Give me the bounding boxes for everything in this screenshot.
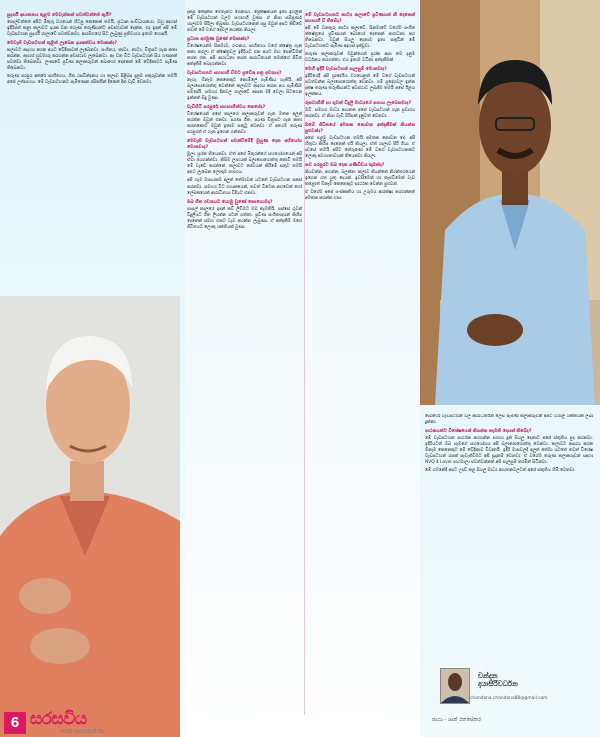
- article-column-3: [305, 10, 415, 735]
- author-name-line-1: චන්දන: [478, 672, 498, 680]
- paragraph: මේ ගමනේදී අපට උදව් කළ සියලු මාධ්‍ය ආයතනවලටත් අපේ ස්තුතිය හිමි වෙනවා.: [425, 468, 576, 474]
- question: මෙහි ඉදිරි වැඩසටහන් සැලසුම් මොනවාද?: [305, 67, 387, 73]
- article-column-2: [187, 10, 302, 735]
- interviewee-photo-2: [420, 0, 600, 405]
- paragraph: අපි හැම මාසයකම අලුත් තේමාවක් යටතේ වැඩසටහන සකස් කරනවා. සමහර විට ගායකයෙක්, තවත් විටෙක නළුවෙක් හෝ ලේඛකයෙක් ආරාධිතයා විදියට එනවා.: [187, 178, 302, 196]
- question: වැඩසටහනට සහභාගී වීමට ප්‍රවේශ පත්‍ර අවශ්‍යද?: [187, 71, 282, 77]
- question: ඔබේ ජීවිතයේ අමතක නොවන අත්දැකීමක් කියන්න පුළුවන්ද?: [305, 123, 415, 135]
- paragraph: පාසල් කාලයේ ඉඳන් කවි ලිවීමට මම කැමතියි. පස්සේ ගුවන් විදුලියට ගීත ලියන්න පටන් ගත්තා. ප්‍රවීණ සංගීතඥයන් කිහිප දෙනෙක් සමඟ එකට වැඩ කරන්න ලැබුණා. ඒ අත්දැකීම් මගේ ජීවිතයට ලොකු ශක්තියක් වුණා.: [187, 206, 302, 230]
- author-name: [478, 672, 518, 688]
- paragraph: මේ වැඩසටහන සාර්ථක කරගන්න සහාය දුන් සියලු දෙනාට අපේ ස්තුතිය පුද කරනවා. ඉදිරියටත් ඔබ සැමගේ සහයෝගය අපි බලාපොරොත්තු වෙනවා. කලාවට ආදරය කරන ඕනෑම කෙනෙකුට මේ වේදිකාව විවෘතයි. ඉදිරි මාසවලදී අලුත් තේමා යටතේ තවත් විශේෂ වැඩසටහන් රැසක් පැවැත්වීමට අපි සූදානම් වෙනවා. ඒ වගේම තරුණ කලාකරුවන් සඳහා NVQ 4 Level පාඨමාලා පවත්වන්නත් අපි සැලසුම් කරමින් සිටිනවා.: [425, 436, 593, 466]
- question: පාඨකයන්ට විශේෂයෙන් කියන්න කැමති දෙයක් තිබේද?: [425, 429, 532, 435]
- interviewee-photo-1: [0, 296, 180, 737]
- paragraph: අපේ පළමු වැඩසටහන තමයි අමතක නොවන දේ. අපි හිතුවා කිහිප දෙනෙක් එයි කියලා. ඒත් ශාලාව පිරී ගියා. ඒ දවසේ තමයි අපිට තේරුණේ මේ වගේ වැඩසටහනකට ලොකු අවශ්‍යතාවයක් තියෙනවා කියලා.: [305, 136, 415, 160]
- photo-credit: ඡායා - ශාන් රතසේකර: [432, 717, 482, 723]
- author-email: chandana.chandana88@gmail.com: [470, 696, 548, 701]
- question: නව පරපුරට ඔබ දෙන පණිවිඩය කුමක්ද?: [305, 163, 385, 169]
- question: මෙවැනි වැඩසටහන් තුළින් ලැබෙන දායකත්වය මොකක්ද?: [7, 41, 118, 47]
- paragraph: අපි මේ වනතුරු නාට්‍ය කලාවේ, සිනමාවේ වගේම සංගීත ක්ෂේත්‍රයේ ප්‍රවීණයන් බොහෝ දෙනෙක් ආරාධනා කර තිබෙනවා. ඔවුන් සියලු දෙනාම ඉතා සතුටින් මේ වැඩසටහනට පැමිණ අදහස් දැක්වූවා.: [305, 25, 415, 49]
- paragraph: කලාවට ආදරය කරන අයට වේදිකාවක් ලැබෙනවා. සංගීතය, කාව්‍ය, නාට්‍ය, චිත්‍රපට ගැන කතා කරන්න, අදහස් හුවමාරු කරගන්න අවස්ථාව ලැබෙනවා. අද වන විට වැඩසටහන් සිය ගණනක් පවත්වා තිබෙනවා. ලංකාවේ ප්‍රවීණ කලාකරුවන් බොහෝ දෙනෙක් මේ වේදිකාවට පැමිණ තිබෙනවා.: [7, 47, 177, 72]
- question: මේ වැඩසටහනට නාට්‍ය කලාවේ ප්‍රවීණයන් කී දෙනෙක් සහභාගී වී තිබේද?: [305, 13, 415, 24]
- paragraph: විශේෂයෙන්ම සිනමාව, රංගනය, සාහිත්‍යය වගේ ක්ෂේත්‍ර ගැන කතා කරලා ඒ ක්ෂේත්‍රවල ඉදිරියට එන අයට මඟ පෙන්වීමක් කරන එක. අපි ආරාධනා කරන ආරාධිතයන් තමන්ගේ ජීවිත අත්දැකීම් බෙදාගන්නවා.: [187, 44, 302, 68]
- author-byline: [440, 668, 590, 701]
- article-column-4: [425, 414, 593, 639]
- question: ඔබ ගීත රචනයට යොමු වුණේ කොහොමද?: [187, 199, 273, 205]
- paragraph: තරුණ කලාකරුවන් ඔවුන්ගෙන් ප්‍රශ්න අසා තම දැනුම වර්ධනය කරගත්තා. එය ඉතාම වටිනා අත්දැකීමක්.: [305, 52, 415, 64]
- paragraph: දැකපු අත්දැකීම් මෙතැනට ගෙනාවා. ප්‍රේක්ෂකයන් ඉතා ඉහළින් මේ වැඩසටහන් වලට සහභාගි වුණා. ඒ නිසා සම්පූර්ණ ශාලාවම පිරිලා තිබුණා. වැඩසටහනෙන් පසු ඔවුන් අපට කිව්වේ තවත් මේ වගේ දේවල් කරන්න කියලා.: [187, 10, 302, 34]
- question: සුදර්ශී ආයතනය තුළම මෙවැන්නක් පවත්වන්නේ ඇයි?: [7, 13, 112, 18]
- author-avatar: [440, 668, 470, 704]
- author-name-line-2: දයාසිරිවර්ධන: [478, 680, 518, 688]
- question: රූපවාහිනී හා ගුවන් විදුලි මාධ්‍යයේ සහාය ලැබෙනවාද?: [305, 101, 412, 107]
- paragraph: නැහැ. ඕනෑම කෙනෙකුට නොමිලේ පැමිණිය හැකියි. අපි බලාපොරොත්තු වෙන්නේ කලාවට ආදරය කරන අය පැමිණීම පමණයි. සමහර දිනවල ශාලාවේ ආසන මදි වෙලා සිටගෙන ඉන්නත් සිදු වුණා.: [187, 78, 302, 102]
- paragraph: විශේෂයෙන් අපේ කාලයේ කලාකරුවන් ගැන මතක අලුත් කරන්න ඔවුන් එනවා. පරණ ගීත, පරණ චිත්‍රපට ගැන කතා කරනකොට ඔවුන් ඉතාම සතුටු වෙනවා. ඒ අතරම තරුණ පරපුරත් ඒ ගැන ඉගෙන ගන්නවා.: [187, 112, 302, 136]
- page-number: 6: [4, 712, 26, 734]
- issue-date: 2026 පෙබරවාරි 05: [60, 729, 104, 735]
- question: මෙවැනි වැඩසටහන් පවත්වීමේදී මුහුණ දෙන අභියෝග මොනවාද?: [187, 139, 302, 151]
- paragraph: ඔව්. සමහර මාධ්‍ය ආයතන අපේ වැඩසටහන් ගැන ප්‍රචාරය කරනවා. ඒ නිසා වැඩි පිරිසක් දැනුවත් වෙනවා.: [305, 108, 415, 120]
- paragraph: මූල්‍ය ප්‍රශ්න තියෙනවා. ඒත් අපේ මිතුරන්ගේ සහයෝගයෙන් අපි ඒවා ජයගන්නවා. කිසිම ලාභයක් බලාපොරොත්තු නොවී තමයි මේ වැඩේ කරන්නේ. කලාවට සේවයක් කිරීමේ සතුට තමයි අපට ලැබෙන ලොකුම ත්‍යාගය.: [187, 152, 302, 176]
- paragraph: කියවන්න, අහන්න, බලන්න. කලාව කියන්නේ නිරන්තරයෙන් ඉගෙන ගත යුතු දෙයක්. ඉවසීමෙන් හා කැපවීමෙන් වැඩ කළොත් ඕනෑම කෙනෙකුට සාර්ථක වෙන්න පුළුවන්.: [305, 170, 415, 188]
- paragraph: ඒ වගේම අපේ සංස්කෘතිය හා උරුමය ආරක්ෂා කරගන්නත් අමතක කරන්න එපා.: [305, 190, 415, 202]
- question: වැඩිහිටි පරපුරේ සහභාගීත්වය කෙසේද?: [187, 105, 266, 111]
- article-column-1: [7, 10, 177, 295]
- magazine-logo: සරසවිය: [30, 709, 87, 729]
- paragraph: තරුණ පරපුර අතරේ සාහිත්‍යය, ගීත රසවින්දනය හා කලාව පිළිබඳ දැනුම පතුරුවන්න තමයි අපේ උත්සාහය. මේ වැඩසටහනට පැමිණෙන රසිකයින් දිනෙන් දින වැඩි වෙනවා.: [7, 74, 177, 86]
- paragraph: පොල්වත්තේ අපිට මිතුරු වශයෙන් හිටපු කෙනෙක් තමයි, ප්‍රධාන සංවිධායකයා. ඔහු අදහස් ඉදිරිපත් කළා කලාවට දායක වන තරුණ තරුණියන්ට අවස්ථාවක් දෙන්න. එදා ඉඳන් අපි මේ වැඩසටහන සුදර්ශී ශාලාවේ පවත්වනවා. ආරම්භයේ සිට ලැබුණු ප්‍රතිචාරය ඉතාම හොඳයි.: [7, 19, 177, 37]
- page-footer: [0, 707, 185, 737]
- paragraph: ඉදිරියේදී අපි ප්‍රාදේශීය වශයෙනුත් මේ වගේ වැඩසටහන් පවත්වන්න බලාපොරොත්තු වෙනවා. ගම් ප්‍රදේශවල ඉන්න දක්ෂ තරුණ තරුණියන්ට අවස්ථාව ලබාදීම තමයි අපේ ඊළඟ ඉලක්කය.: [305, 74, 415, 98]
- paragraph: බොහෝ වැඩසටහන් වල ආරාධිතයින් ලෙස පැමිණි කලාකරුවන් අපට විශාල ශක්තියක් ලබා දුන්නා.: [425, 414, 593, 426]
- question: ප්‍රධාන අරමුණ වුණේ මොකක්ද?: [187, 37, 250, 43]
